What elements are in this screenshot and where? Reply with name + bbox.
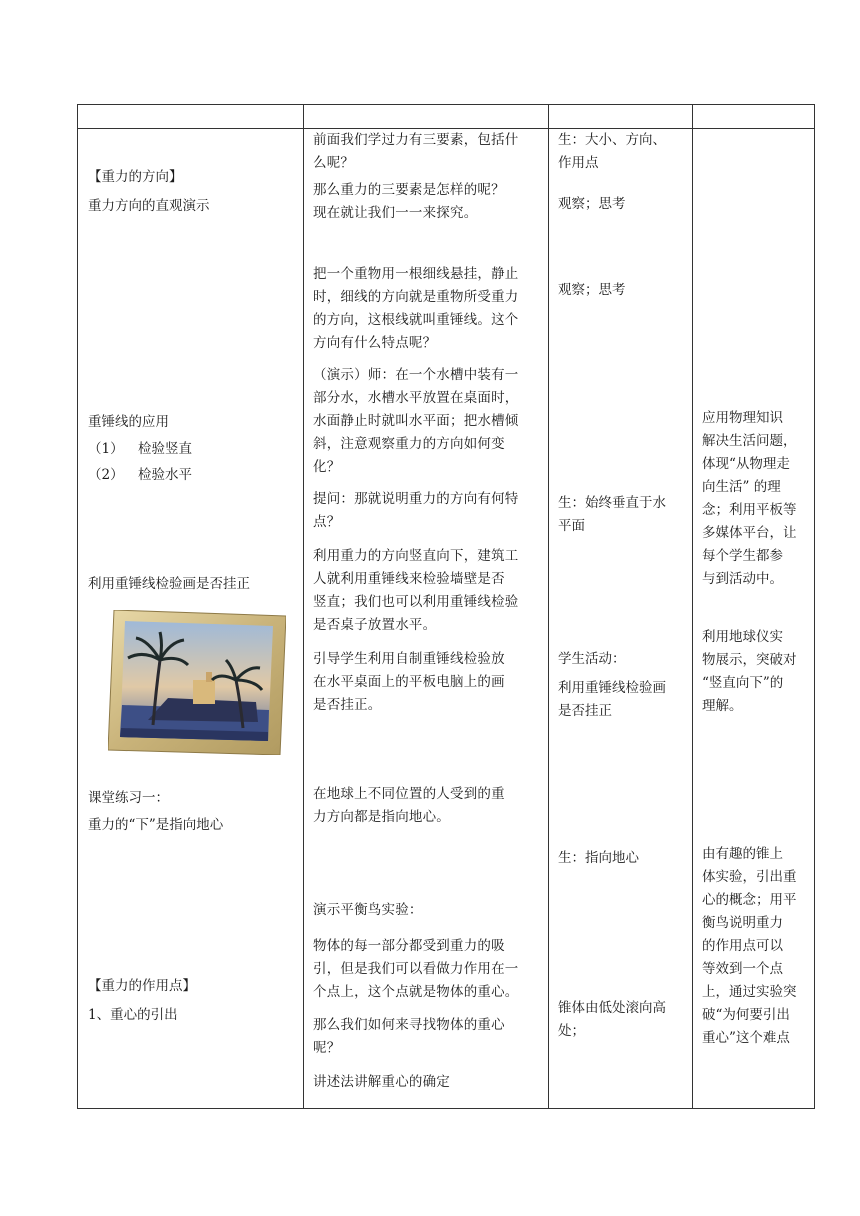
aim-a3-line9: 重心”这个难点 xyxy=(702,1030,790,1046)
application-item-1-text: 检验竖直 xyxy=(138,441,192,457)
application-item-2-text: 检验水平 xyxy=(138,467,192,483)
aim-a3-line3: 心的概念；用平 xyxy=(702,892,797,908)
teacher-p3-line4: 方向有什么特点呢？ xyxy=(313,335,437,351)
teacher-p6-line2: 人就利用重锤线来检验墙壁是否 xyxy=(313,571,505,587)
table-top-border xyxy=(77,104,815,105)
teacher-p5-line2: 点？ xyxy=(313,514,341,530)
direction-demo: 重力方向的直观演示 xyxy=(88,198,210,214)
aim-a2-line3: “竖直向下”的 xyxy=(702,675,784,691)
aim-a2-line2: 物展示，突破对 xyxy=(702,652,797,668)
aim-a1-line3: 体现“从物理走 xyxy=(702,456,790,472)
aim-a1-line1: 应用物理知识 xyxy=(702,410,783,426)
teacher-p11-line1: 那么我们如何来寻找物体的重心 xyxy=(313,1017,505,1033)
student-s7: 生：指向地心 xyxy=(558,850,639,866)
student-s1-line1: 生：大小、方向、 xyxy=(558,132,666,148)
student-s4-line2: 平面 xyxy=(558,518,585,534)
aim-a2-line1: 利用地球仪实 xyxy=(702,629,783,645)
aim-a1-line4: 向生活” 的理 xyxy=(702,479,781,495)
teacher-p9: 演示平衡鸟实验： xyxy=(313,902,423,918)
teacher-p2-line2: 现在就让我们一一来探究。 xyxy=(313,205,478,221)
teacher-p3-line3: 的方向，这根线就叫重锤线。这个 xyxy=(313,312,519,328)
center-of-gravity-intro: 1、重心的引出 xyxy=(88,1007,178,1023)
student-s4-line1: 生：始终垂直于水 xyxy=(558,495,666,511)
aim-a3-line1: 由有趣的锥上 xyxy=(702,846,783,862)
plumb-application: 重锤线的应用 xyxy=(88,414,169,430)
teacher-p8-line1: 在地球上不同位置的人受到的重 xyxy=(313,786,505,802)
teacher-p6-line1: 利用重力的方向竖直向下，建筑工 xyxy=(313,548,519,564)
student-s5: 学生活动： xyxy=(558,651,626,667)
table-bottom-border xyxy=(77,1108,815,1109)
teacher-p7-line2: 在水平桌面上的平板电脑上的画 xyxy=(313,674,505,690)
teacher-p8-line2: 力方向都是指向地心。 xyxy=(313,809,450,825)
teacher-p6-line4: 是否桌子放置水平。 xyxy=(313,617,437,633)
aim-a1-line7: 每个学生都参 xyxy=(702,548,783,564)
teacher-p3-line2: 时，细线的方向就是重物所受重力 xyxy=(313,289,519,305)
teacher-p5-line1: 提问：那就说明重力的方向有何特 xyxy=(313,491,519,507)
teacher-p2-line1: 那么重力的三要素是怎样的呢？ xyxy=(313,182,505,198)
column-divider-3 xyxy=(692,104,693,1109)
teacher-p4-line1: （演示）师：在一个水槽中装有一 xyxy=(313,367,519,383)
framed-painting-image xyxy=(108,610,286,755)
student-s8-line1: 锥体由低处滚向高 xyxy=(558,1000,666,1016)
aim-a3-line6: 等效到一个点 xyxy=(702,961,783,977)
exercise-text: 重力的“下”是指向地心 xyxy=(88,817,224,833)
aim-a3-line5: 的作用点可以 xyxy=(702,938,783,954)
aim-a1-line2: 解决生活问题， xyxy=(702,433,797,449)
teacher-p6-line3: 竖直；我们也可以利用重锤线检验 xyxy=(313,594,519,610)
teacher-p10-line3: 个点上，这个点就是物体的重心。 xyxy=(313,984,519,1000)
teacher-p1-line2: 么呢？ xyxy=(313,155,355,171)
aim-a3-line4: 衡鸟说明重力 xyxy=(702,915,783,931)
aim-a3-line7: 上，通过实验突 xyxy=(702,984,797,1000)
teacher-p11-line2: 呢？ xyxy=(313,1040,341,1056)
student-s6-line1: 利用重锤线检验画 xyxy=(558,680,666,696)
teacher-p4-line2: 部分水，水槽水平放置在桌面时， xyxy=(313,390,519,406)
student-s6-line2: 是否挂正 xyxy=(558,703,612,719)
column-divider-2 xyxy=(548,104,549,1109)
table-right-border xyxy=(814,104,815,1109)
teacher-p10-line1: 物体的每一部分都受到重力的吸 xyxy=(313,938,505,954)
teacher-p1-line1: 前面我们学过力有三要素，包括什 xyxy=(313,132,519,148)
aim-a1-line6: 多媒体平台，让 xyxy=(702,525,797,541)
teacher-p12: 讲述法讲解重心的确定 xyxy=(313,1074,450,1090)
exercise-title: 课堂练习一： xyxy=(88,790,169,806)
column-divider-1 xyxy=(303,104,304,1109)
student-s1-line2: 作用点 xyxy=(558,155,599,171)
aim-a1-line5: 念；利用平板等 xyxy=(702,502,797,518)
teacher-p7-line3: 是否挂正。 xyxy=(313,697,382,713)
aim-a1-line8: 与到活动中。 xyxy=(702,571,783,587)
student-s3: 观察；思考 xyxy=(558,282,626,298)
student-s8-line2: 处； xyxy=(558,1023,585,1039)
teacher-p4-line5: 化？ xyxy=(313,459,341,475)
application-item-1-num: （1） xyxy=(88,441,124,457)
aim-a3-line8: 破“为何要引出 xyxy=(702,1007,790,1023)
direction-heading: 【重力的方向】 xyxy=(88,169,183,185)
aim-a3-line2: 体实验，引出重 xyxy=(702,869,797,885)
teacher-p4-line3: 水面静止时就叫水平面；把水槽倾 xyxy=(313,413,519,429)
teacher-p10-line2: 引，但是我们可以看做力作用在一 xyxy=(313,961,519,977)
student-s2: 观察；思考 xyxy=(558,196,626,212)
application-item-2-num: （2） xyxy=(88,467,124,483)
teacher-p7-line1: 引导学生利用自制重锤线检验放 xyxy=(313,651,505,667)
table-left-border xyxy=(77,104,78,1109)
check-painting-label: 利用重锤线检验画是否挂正 xyxy=(88,576,250,592)
teacher-p4-line4: 斜，注意观察重力的方向如何变 xyxy=(313,436,505,452)
teacher-p3-line1: 把一个重物用一根细线悬挂，静止 xyxy=(313,266,519,282)
point-heading: 【重力的作用点】 xyxy=(88,978,196,994)
aim-a2-line4: 理解。 xyxy=(702,698,743,714)
